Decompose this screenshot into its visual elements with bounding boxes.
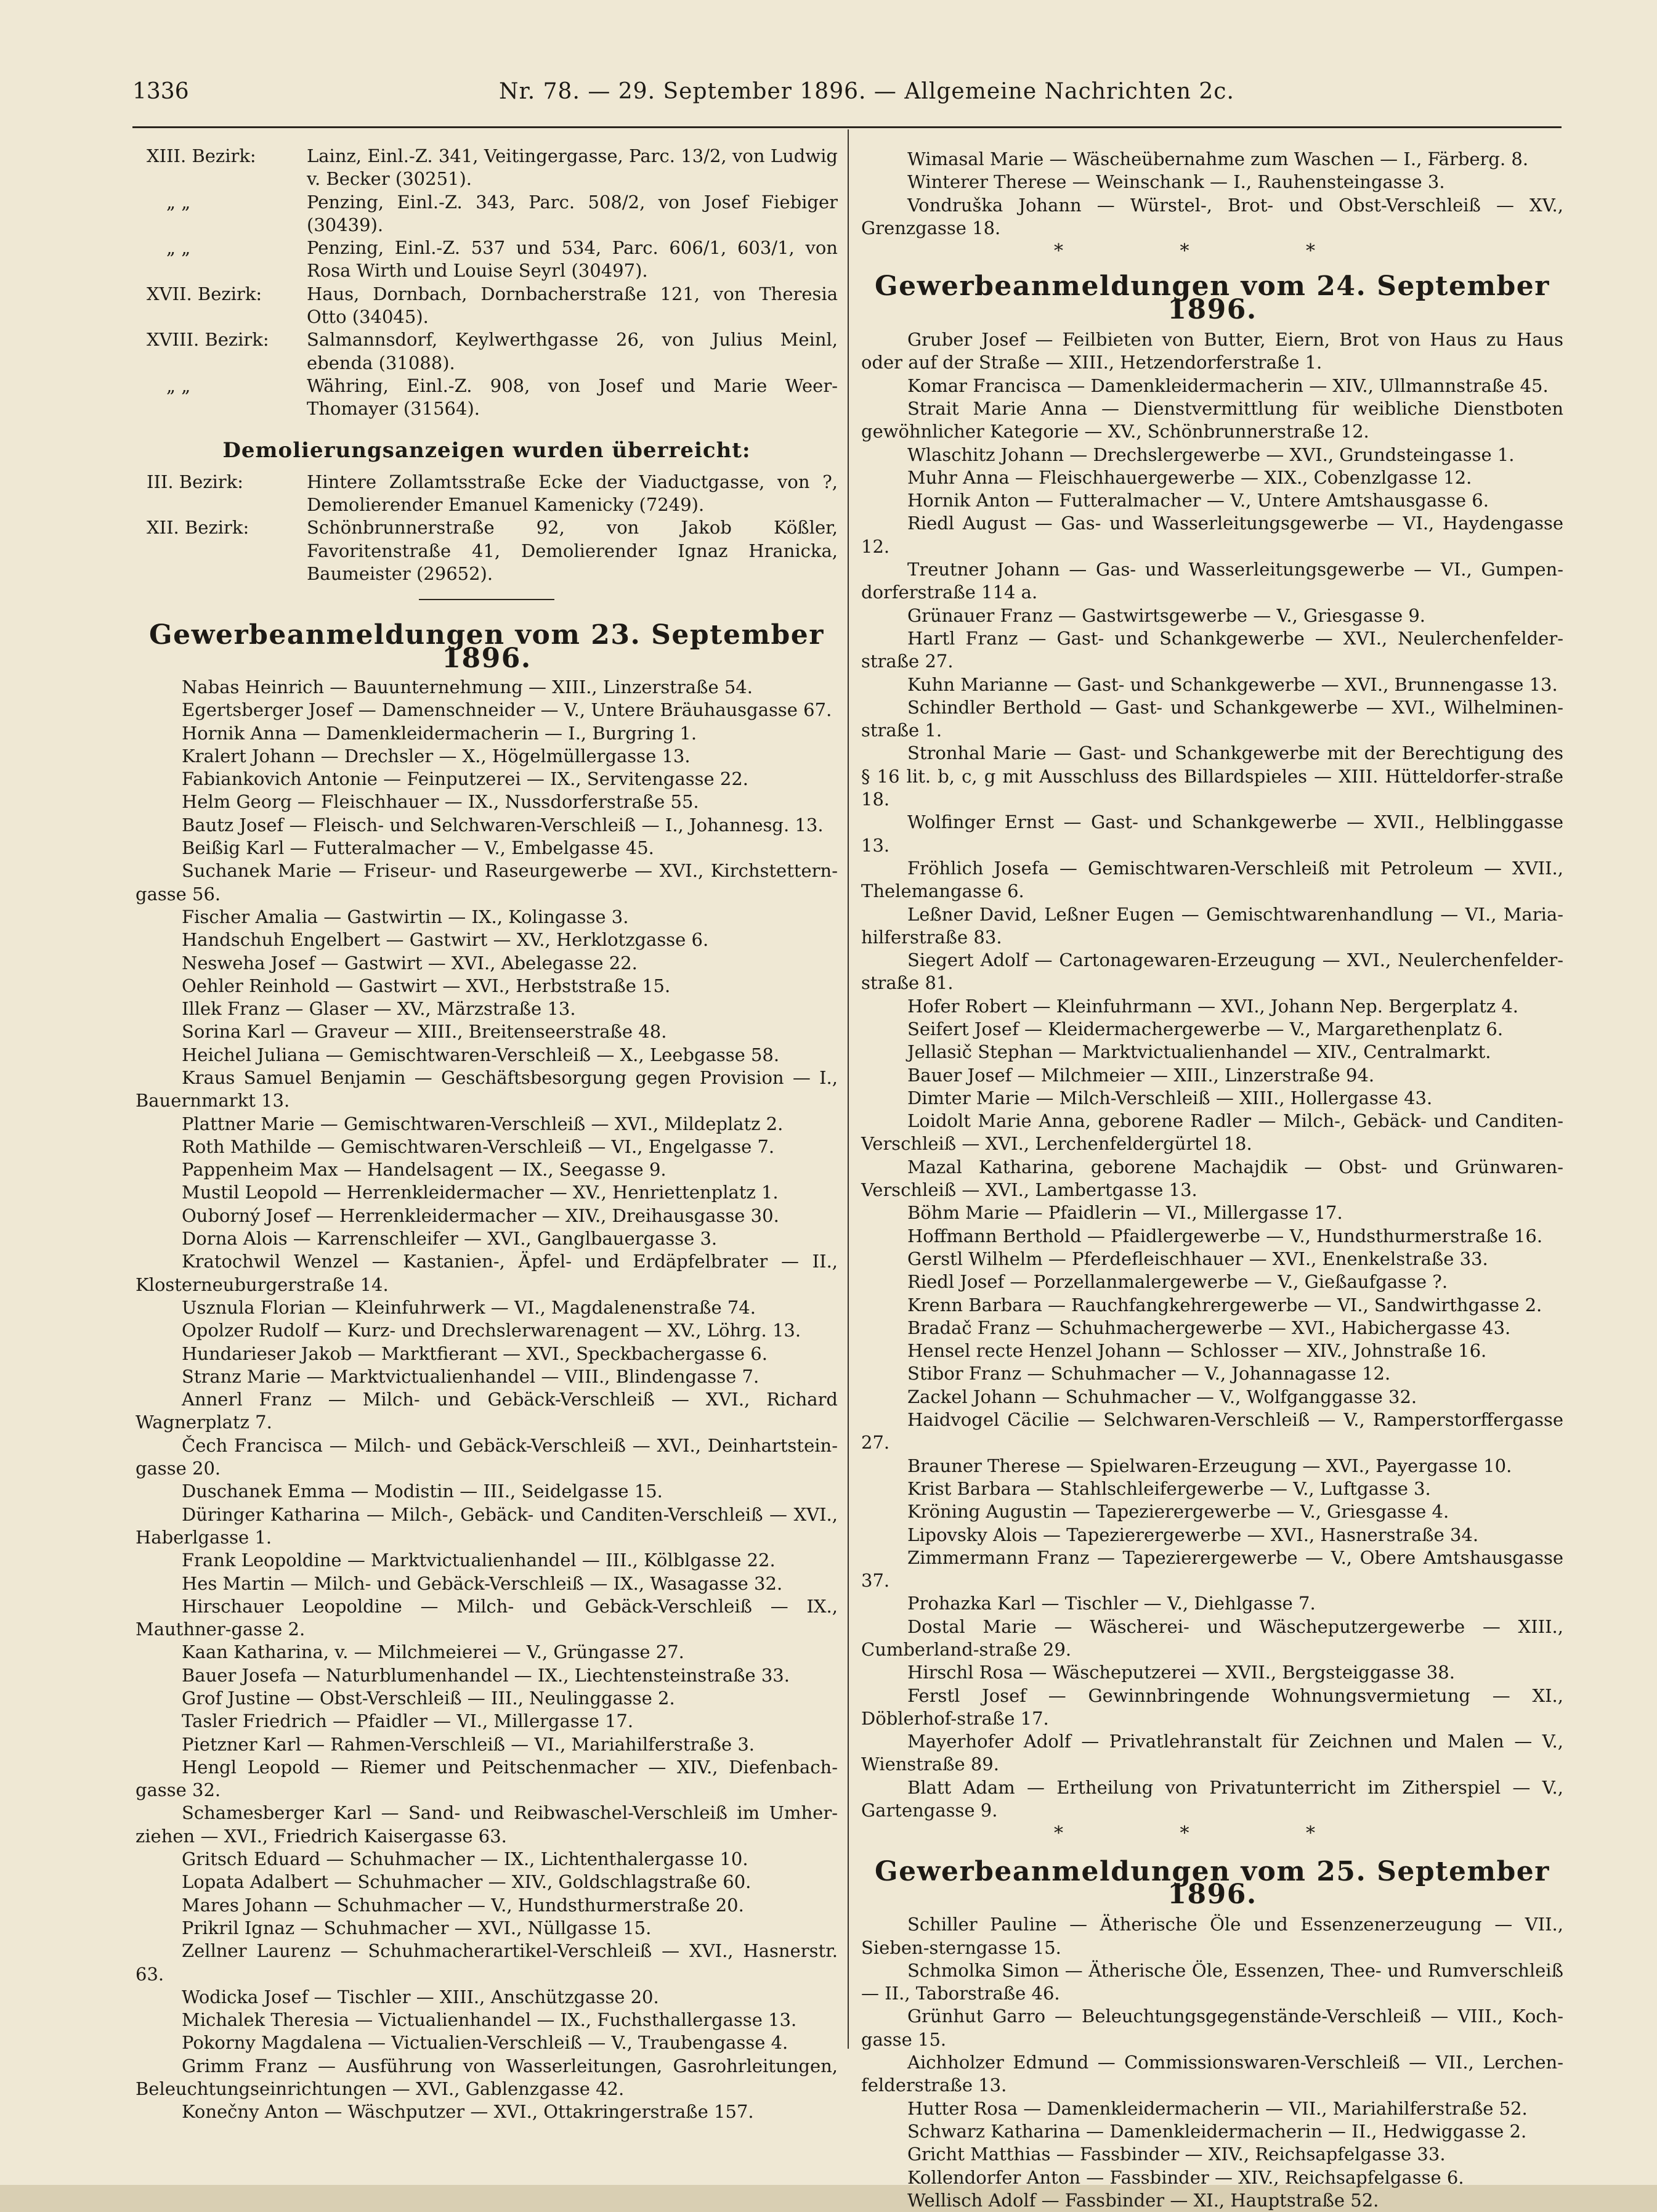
district-text: Penzing, Einl.-Z. 343, Parc. 508/2, von Josef Fiebiger (30439).	[307, 191, 838, 235]
district-label: XIII. Bezirk:	[147, 145, 256, 166]
list-item: Konečny Anton — Wäschputzer — XVI., Ottakringerstraße 157.	[182, 2101, 754, 2123]
list-item: Hirschauer Leopoldine — Milch- und Gebäck-Verschleiß — IX., Mauthner-gasse 2.	[136, 1595, 838, 1640]
list-item: Handschuh Engelbert — Gastwirt — XV., Herklotzgasse 6.	[182, 929, 709, 951]
list-item: Heichel Juliana — Gemischtwaren-Verschleiß — X., Leebgasse 58.	[182, 1044, 780, 1065]
list-item: Hornik Anton — Futteralmacher — V., Untere Amtshausgasse 6.	[907, 490, 1489, 511]
list-item: Gritsch Eduard — Schuhmacher — IX., Lichtenthalergasse 10.	[182, 1848, 748, 1870]
list-item: Kuhn Marianne — Gast- und Schankgewerbe — XVI., Brunnengasse 13.	[907, 673, 1558, 695]
list-item: Zimmermann Franz — Tapezierergewerbe — V., Obere Amtshausgasse 37.	[861, 1547, 1563, 1592]
list-item: Fabiankovich Antonie — Feinputzerei — IX., Servitengasse 22.	[182, 768, 748, 790]
district-text: Lainz, Einl.-Z. 341, Veitingergasse, Parc. 13/2, von Ludwig v. Becker (30251).	[307, 145, 838, 190]
section-heading-24-sept: Gewerbeanmeldungen vom 24. September 1896.	[875, 270, 1550, 325]
list-item: Hartl Franz — Gast- und Schankgewerbe — XVI., Neulerchenfelder-straße 27.	[861, 627, 1563, 672]
list-item: Hirschl Rosa — Wäscheputzerei — XVII., Bergsteiggasse 38.	[907, 1662, 1455, 1683]
list-item: Zackel Johann — Schuhmacher — V., Wolfganggasse 32.	[907, 1386, 1417, 1407]
list-item: Beißig Karl — Futteralmacher — V., Embelgasse 45.	[182, 837, 654, 859]
district-label: „ „	[166, 237, 191, 259]
list-item: Schiller Pauline — Ätherische Öle und Essenzenerzeugung — VII., Sieben-sterngasse 15.	[861, 1914, 1563, 1958]
district-text: Schönbrunnerstraße 92, von Jakob Kößler, Favoritenstraße 41, Demolierender Ignaz Hranicka, Baumeister (29652).	[307, 517, 838, 585]
list-item: Kratochwil Wenzel — Kastanien-, Äpfel- und Erdäpfelbrater — II., Klosterneuburgerstraße 14.	[136, 1251, 838, 1295]
list-item: Winterer Therese — Weinschank — I., Rauhensteingasse 3.	[907, 171, 1445, 193]
list-item: Bauer Josef — Milchmeier — XIII., Linzerstraße 94.	[907, 1064, 1375, 1086]
section-stars: * * *	[1053, 1823, 1371, 1845]
district-label: „ „	[166, 191, 191, 213]
list-item: Gerstl Wilhelm — Pferdefleischhauer — XVI., Enenkelstraße 33.	[907, 1248, 1488, 1269]
list-item: Kollendorfer Anton — Fassbinder — XIV., Reichsapfelgasse 6.	[907, 2166, 1464, 2188]
list-item: Plattner Marie — Gemischtwaren-Verschleiß — XVI., Mildeplatz 2.	[182, 1113, 784, 1134]
district-label: XVII. Bezirk:	[147, 283, 262, 304]
list-item: Annerl Franz — Milch- und Gebäck-Verschleiß — XVI., Richard Wagnerplatz 7.	[136, 1389, 838, 1433]
list-item: Krenn Barbara — Rauchfangkehrergewerbe — VI., Sandwirthgasse 2.	[907, 1294, 1542, 1315]
list-item: Seifert Josef — Kleidermachergewerbe — V., Margarethenplatz 6.	[907, 1018, 1504, 1039]
list-item: Schwarz Katharina — Damenkleidermacherin — II., Hedwiggasse 2.	[907, 2120, 1527, 2142]
list-item: Bradač Franz — Schuhmachergewerbe — XVI., Habichergasse 43.	[907, 1317, 1511, 1338]
list-item: Bautz Josef — Fleisch- und Selchwaren-Verschleiß — I., Johannesg. 13.	[182, 814, 824, 836]
list-item: Blatt Adam — Ertheilung von Privatunterricht im Zitherspiel — V., Gartengasse 9.	[861, 1776, 1563, 1821]
section-heading-23-sept: Gewerbeanmeldungen vom 23. September 1896.	[149, 619, 824, 674]
section-heading-25-sept: Gewerbeanmeldungen vom 25. September 1896.	[875, 1855, 1550, 1910]
list-item: Prohazka Karl — Tischler — V., Diehlgasse 7.	[907, 1593, 1316, 1614]
list-item: Mares Johann — Schuhmacher — V., Hundsthurmerstraße 20.	[182, 1894, 744, 1916]
page-number: 1336	[132, 79, 189, 104]
list-item: Wlaschitz Johann — Drechslergewerbe — XVI., Grundsteingasse 1.	[907, 444, 1515, 465]
list-item: Stibor Franz — Schuhmacher — V., Johannagasse 12.	[907, 1363, 1391, 1385]
district-text: Salmannsdorf, Keylwerthgasse 26, von Julius Meinl, ebenda (31088).	[307, 329, 838, 373]
list-item: Vondruška Johann — Würstel-, Brot- und Obst-Verschleiß — XV., Grenzgasse 18.	[861, 194, 1563, 238]
list-item: Hoffmann Berthold — Pfaidlergewerbe — V., Hundsthurmerstraße 16.	[907, 1225, 1543, 1246]
list-item: Hensel recte Henzel Johann — Schlosser — XIV., Johnstraße 16.	[907, 1340, 1487, 1362]
list-item: Fröhlich Josefa — Gemischtwaren-Verschleiß mit Petroleum — XVII., Thelemangasse 6.	[861, 857, 1563, 902]
list-item: Wellisch Adolf — Fassbinder — XI., Hauptstraße 52.	[907, 2189, 1379, 2211]
list-item: Grof Justine — Obst-Verschleiß — III., Neulinggasse 2.	[182, 1688, 675, 1709]
list-item: Tasler Friedrich — Pfaidler — VI., Millergasse 17.	[182, 1710, 634, 1732]
list-item: Duschanek Emma — Modistin — III., Seidelgasse 15.	[182, 1481, 663, 1502]
list-item: Oehler Reinhold — Gastwirt — XVI., Herbststraße 15.	[182, 975, 671, 996]
district-entry	[136, 375, 838, 421]
list-item: Fischer Amalia — Gastwirtin — IX., Kolingasse 3.	[182, 906, 629, 927]
list-item: Prikril Ignaz — Schuhmacher — XVI., Nüllgasse 15.	[182, 1917, 652, 1938]
list-item: Mazal Katharina, geborene Machajdik — Obst- und Grünwaren-Verschleiß — XVI., Lambertgasse 13.	[861, 1156, 1563, 1201]
list-item: Hutter Rosa — Damenkleidermacherin — VII., Mariahilferstraße 52.	[907, 2097, 1528, 2119]
registrations-23-sept	[136, 676, 838, 2124]
list-item: Siegert Adolf — Cartonagewaren-Erzeugung — XVI., Neulerchenfelder-straße 81.	[861, 949, 1563, 994]
list-item: Stranz Marie — Marktvictualienhandel — VIII., Blindengasse 7.	[182, 1365, 760, 1387]
list-item: Lopata Adalbert — Schuhmacher — XIV., Goldschlagstraße 60.	[182, 1871, 752, 1893]
page-title: Nr. 78. — 29. September 1896. — Allgemeine Nachrichten 2c.	[499, 79, 1234, 104]
list-item: Roth Mathilde — Gemischtwaren-Verschleiß — VI., Engelgasse 7.	[182, 1136, 775, 1157]
list-item: Hornik Anna — Damenkleidermacherin — I., Burgring 1.	[182, 722, 697, 744]
list-item: Jellasič Stephan — Marktvictualienhandel — XIV., Centralmarkt.	[907, 1041, 1491, 1063]
list-item: Mustil Leopold — Herrenkleidermacher — XV., Henriettenplatz 1.	[182, 1182, 779, 1203]
list-item: Frank Leopoldine — Marktvictualienhandel — III., Kölblgasse 22.	[182, 1550, 776, 1571]
list-item: Usznula Florian — Kleinfuhrwerk — VI., Magdalenenstraße 74.	[182, 1296, 756, 1318]
list-item: Schamesberger Karl — Sand- und Reibwaschel-Verschleiß im Umher-ziehen — XVI., Friedrich Kaisergasse 63.	[136, 1802, 838, 1847]
list-item: Kaan Katharina, v. — Milchmeierei — V., Grüngasse 27.	[182, 1641, 684, 1663]
district-entry	[136, 145, 838, 191]
list-item: Hengl Leopold — Riemer und Peitschenmacher — XIV., Diefenbach-gasse 32.	[136, 1756, 838, 1801]
district-entry	[136, 283, 838, 329]
building-permits-list	[136, 145, 838, 421]
list-item: Egertsberger Josef — Damenschneider — V., Untere Bräuhausgasse 67.	[182, 699, 832, 721]
district-entry	[136, 516, 838, 585]
list-item: Opolzer Rudolf — Kurz- und Drechslerwarenagent — XV., Löhrg. 13.	[182, 1320, 801, 1341]
continued-entries	[861, 148, 1563, 240]
section-stars: * * *	[1053, 240, 1371, 262]
list-item: Stronhal Marie — Gast- und Schankgewerbe mit der Berechtigung des § 16 lit. b, c, g mit Ausschluss des Billardspieles — XIII. Hütteldorfer-straße 18.	[861, 742, 1563, 810]
header-rule	[132, 126, 1562, 128]
list-item: Pappenheim Max — Handelsagent — IX., Seegasse 9.	[182, 1159, 666, 1181]
district-text: Währing, Einl.-Z. 908, von Josef und Marie Weer-Thomayer (31564).	[307, 375, 838, 420]
list-item: Brauner Therese — Spielwaren-Erzeugung — XVI., Payergasse 10.	[907, 1455, 1512, 1476]
page-header	[132, 79, 1562, 116]
district-label: „ „	[166, 375, 191, 396]
list-item: Haidvogel Cäcilie — Selchwaren-Verschleiß — V., Ramperstorffergasse 27.	[861, 1409, 1563, 1454]
list-item: Suchanek Marie — Friseur- und Raseurgewerbe — XVI., Kirchstettern-gasse 56.	[136, 860, 838, 905]
list-item: Böhm Marie — Pfaidlerin — VI., Millergasse 17.	[907, 1202, 1343, 1224]
list-item: Krist Barbara — Stahlschleifergewerbe — V., Luftgasse 3.	[907, 1478, 1431, 1499]
list-item: Ferstl Josef — Gewinnbringende Wohnungsvermietung — XI., Döblerhof-straße 17.	[861, 1685, 1563, 1729]
list-item: Riedl Josef — Porzellanmalergewerbe — V., Gießaufgasse ?.	[907, 1271, 1448, 1293]
district-entry	[136, 237, 838, 283]
list-item: Dostal Marie — Wäscherei- und Wäscheputzergewerbe — XIII., Cumberland-straße 29.	[861, 1616, 1563, 1660]
demolition-list	[136, 471, 838, 585]
left-column	[136, 145, 838, 2124]
list-item: Wolfinger Ernst — Gast- und Schankgewerbe — XVII., Helblinggasse 13.	[861, 811, 1563, 856]
registrations-25-sept	[861, 1913, 1563, 2212]
list-item: Hes Martin — Milch- und Gebäck-Verschleiß — IX., Wasagasse 32.	[182, 1572, 783, 1594]
list-item: Kröning Augustin — Tapezierergewerbe — V., Griesgasse 4.	[907, 1501, 1449, 1523]
list-item: Leßner David, Leßner Eugen — Gemischtwarenhandlung — VI., Maria-hilferstraße 83.	[861, 903, 1563, 948]
district-text: Penzing, Einl.-Z. 537 und 534, Parc. 606/1, 603/1, von Rosa Wirth und Louise Seyrl (30497).	[307, 237, 838, 282]
list-item: Düringer Katharina — Milch-, Gebäck- und Canditen-Verschleiß — XVI., Haberlgasse 1.	[136, 1503, 838, 1548]
list-item: Aichholzer Edmund — Commissionswaren-Verschleiß — VII., Lerchen-felderstraße 13.	[861, 2052, 1563, 2096]
list-item: Hundarieser Jakob — Marktfierant — XVI., Speckbachergasse 6.	[182, 1343, 768, 1364]
list-item: Komar Francisca — Damenkleidermacherin — XIV., Ullmannstraße 45.	[907, 375, 1549, 396]
list-item: Riedl August — Gas- und Wasserleitungsgewerbe — VI., Haydengasse 12.	[861, 513, 1563, 557]
list-item: Loidolt Marie Anna, geborene Radler — Milch-, Gebäck- und Canditen-Verschleiß — XVI., Lerchenfeldergürtel 18.	[861, 1110, 1563, 1155]
list-item: Kralert Johann — Drechsler — X., Högelmüllergasse 13.	[182, 745, 691, 766]
district-text: Haus, Dornbach, Dornbacherstraße 121, von Theresia Otto (34045).	[307, 283, 838, 328]
right-column	[861, 148, 1563, 2212]
district-entry	[136, 191, 838, 237]
list-item: Nabas Heinrich — Bauunternehmung — XIII., Linzerstraße 54.	[182, 676, 753, 697]
list-item: Mayerhofer Adolf — Privatlehranstalt für Zeichnen und Malen — V., Wienstraße 89.	[861, 1731, 1563, 1775]
district-label: XII. Bezirk:	[147, 517, 249, 539]
list-item: Kraus Samuel Benjamin — Geschäftsbesorgung gegen Provision — I., Bauernmarkt 13.	[136, 1067, 838, 1112]
list-item: Nesweha Josef — Gastwirt — XVI., Abelegasse 22.	[182, 952, 638, 974]
column-separator	[848, 129, 849, 2049]
list-item: Sorina Karl — Graveur — XIII., Breitenseerstraße 48.	[182, 1021, 667, 1043]
list-item: Čech Francisca — Milch- und Gebäck-Verschleiß — XVI., Deinhartstein-gasse 20.	[136, 1434, 838, 1479]
list-item: Wodicka Josef — Tischler — XIII., Anschützgasse 20.	[182, 1986, 659, 2007]
list-item: Gruber Josef — Feilbieten von Butter, Eiern, Brot von Haus zu Haus oder auf der Straße — XIII., Hetzendorferstraße 1.	[861, 329, 1563, 373]
district-entry	[136, 471, 838, 517]
district-entry	[136, 328, 838, 375]
list-item: Grünauer Franz — Gastwirtsgewerbe — V., Griesgasse 9.	[907, 604, 1426, 626]
list-item: Grimm Franz — Ausführung von Wasserleitungen, Gasrohrleitungen, Beleuchtungseinrichtungen — XVI., Gablenzgasse 42.	[136, 2055, 838, 2100]
list-item: Michalek Theresia — Victualienhandel — IX., Fuchsthallergasse 13.	[182, 2009, 797, 2031]
district-label: III. Bezirk:	[147, 471, 244, 492]
list-item: Strait Marie Anna — Dienstvermittlung für weibliche Dienstboten gewöhnlicher Kategorie — XV., Schönbrunnerstraße 12.	[861, 397, 1563, 442]
list-item: Schmolka Simon — Ätherische Öle, Essenzen, Thee- und Rumverschleiß — II., Taborstraße 46.	[861, 1959, 1563, 2004]
list-item: Treutner Johann — Gas- und Wasserleitungsgewerbe — VI., Gumpen-dorferstraße 114 a.	[861, 559, 1563, 603]
list-item: Pietzner Karl — Rahmen-Verschleiß — VI., Mariahilferstraße 3.	[182, 1733, 755, 1755]
list-item: Dimter Marie — Milch-Verschleiß — XIII., Hollergasse 43.	[907, 1087, 1433, 1108]
list-item: Illek Franz — Glaser — XV., Märzstraße 13.	[182, 998, 576, 1020]
list-item: Gricht Matthias — Fassbinder — XIV., Reichsapfelgasse 33.	[907, 2144, 1446, 2165]
list-item: Grünhut Garro — Beleuchtungsgegenstände-Verschleiß — VIII., Koch-gasse 15.	[861, 2006, 1563, 2050]
list-item: Bauer Josefa — Naturblumenhandel — IX., Liechtensteinstraße 33.	[182, 1664, 790, 1686]
district-text: Hintere Zollamtsstraße Ecke der Viaductgasse, von ?, Demolierender Emanuel Kamenicky (7249).	[307, 471, 838, 516]
list-item: Muhr Anna — Fleischhauergewerbe — XIX., Cobenzlgasse 12.	[907, 466, 1472, 488]
list-item: Wimasal Marie — Wäscheübernahme zum Waschen — I., Färberg. 8.	[907, 148, 1529, 169]
registrations-24-sept	[861, 328, 1563, 1822]
list-item: Lipovsky Alois — Tapezierergewerbe — XVI., Hasnerstraße 34.	[907, 1524, 1479, 1545]
list-item: Ouborný Josef — Herrenkleidermacher — XIV., Dreihausgasse 30.	[182, 1205, 779, 1226]
list-item: Helm Georg — Fleischhauer — IX., Nussdorferstraße 55.	[182, 791, 699, 813]
demolition-heading: Demolierungsanzeigen wurden überreicht:	[222, 437, 751, 463]
list-item: Dorna Alois — Karrenschleifer — XVI., Ganglbauergasse 3.	[182, 1228, 718, 1250]
list-item: Pokorny Magdalena — Victualien-Verschleiß — V., Traubengasse 4.	[182, 2032, 788, 2054]
list-item: Zellner Laurenz — Schuhmacherartikel-Verschleiß — XVI., Hasnerstr. 63.	[136, 1940, 838, 1985]
list-item: Schindler Berthold — Gast- und Schankgewerbe — XVI., Wilhelminen-straße 1.	[861, 696, 1563, 741]
list-item: Hofer Robert — Kleinfuhrmann — XVI., Johann Nep. Bergerplatz 4.	[907, 995, 1519, 1017]
district-label: XVIII. Bezirk:	[147, 329, 269, 351]
